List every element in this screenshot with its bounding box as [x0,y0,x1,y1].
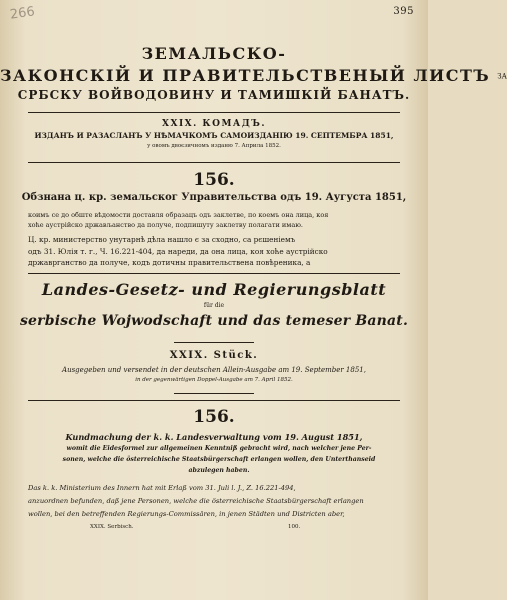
german-issue-note: in der gegenwärtigen Doppel-Ausgabe am 7. April 1852. [135,377,293,383]
german-title-line1: Landes-Gesetz- und Regierungsblatt [41,280,387,299]
serbian-title-line3: СРБСКУ ВОЙВОДОВИНУ И ТАМИШКІЙ БАНАТЪ. [17,88,411,102]
german-body-line1: Das k. k. Ministerium des Innern hat mit Erlaß vom 31. Juli l. J., Z. 16.221-494, [28,484,296,492]
serbian-issue: XXIX. КОМАДЪ. [162,119,266,129]
serbian-para2-line3: државрганство да получе, кодъ дотичны правительствена повѣреника, а [28,258,311,267]
serbian-heading: Обзнана ц. кр. земальског Управительства одъ 19. Аугуста 1851, [21,192,407,203]
german-section-number: 156. [193,407,235,427]
serbian-title-line2 [0,66,507,85]
german-subheading-line3: abzulegen haben. [188,467,250,474]
footer-left: XXIX. Serbisch. [90,524,134,530]
german-title-line3: serbische Wojwodschaft und das temeser Banat. [19,313,409,329]
german-body-line2: anzuordnen befunden, daß jene Personen, welche die österreichische Staatsbürgerschaft erlangen [28,497,364,505]
serbian-title-line2-main: ЗАКОНСКІЙ И ПРАВИТЕЛЬСТВЕНЫЙ ЛИСТЪ [0,66,491,85]
divider [28,273,400,274]
divider [28,400,400,401]
serbian-para1-line2: хоће аустрійско држављанство да получе, подпишуту заклетву полагати имаю. [28,221,303,229]
german-subheading-line2: sonen, welche die österreichische Staatsbürgerschaft erlangen wollen, den Unterthanseid [62,456,376,463]
german-issue-date: Ausgegeben und versendet in der deutschen Allein-Ausgabe am 19. September 1851, [62,366,366,374]
divider [174,342,254,343]
serbian-issue-note: у овомъ двоєзичномъ изданю 7. Априла 1852. [147,143,281,149]
serbian-para2-line2: одъ 31. Юлія т. г., Ч. 16.221-404, да нареди, да она лица, коя хоће аустрійско [28,247,328,256]
divider [174,393,254,394]
serbian-para1-line1: коимъ се до обште вѣдомости доставля образацъ одъ заклетве, по коемъ она лица, коя [28,211,329,219]
serbian-para2-line1: Ц. кр. министерство унутарнѣ дѣла нашло є за сходно, са рєшеніемъ [28,235,296,244]
german-heading: Kundmachung der k. k. Landesverwaltung vom 19. August 1851, [65,432,363,442]
german-body-line3: wollen, bei den betreffenden Regierungs-Commissären, in jenen Städten und Districten aber, [28,510,345,518]
german-issue: XXIX. Stück. [169,350,259,361]
german-title-line2: für die [203,302,225,309]
serbian-issue-date: ИЗДАНЪ И РАЗАСЛАНЪ У НѢМАЧКОМЪ САМОИЗДАНІЮ 19. СЕПТЕМБРА 1851, [34,131,394,140]
footer-right: 100. [288,524,301,530]
divider [28,162,400,163]
serbian-title-line2-small: ЗА [497,72,507,81]
german-subheading-line1: womit die Eidesformel zur allgemeinen Kenntniß gebracht wird, nach welcher jene Per- [66,445,372,452]
divider [28,112,400,113]
serbian-title-line1: ЗЕМАЛЬСКО- [141,44,287,63]
handwritten-page-number: 266 [9,4,36,23]
serbian-section-number: 156. [193,170,235,190]
page-number: 395 [393,6,414,17]
